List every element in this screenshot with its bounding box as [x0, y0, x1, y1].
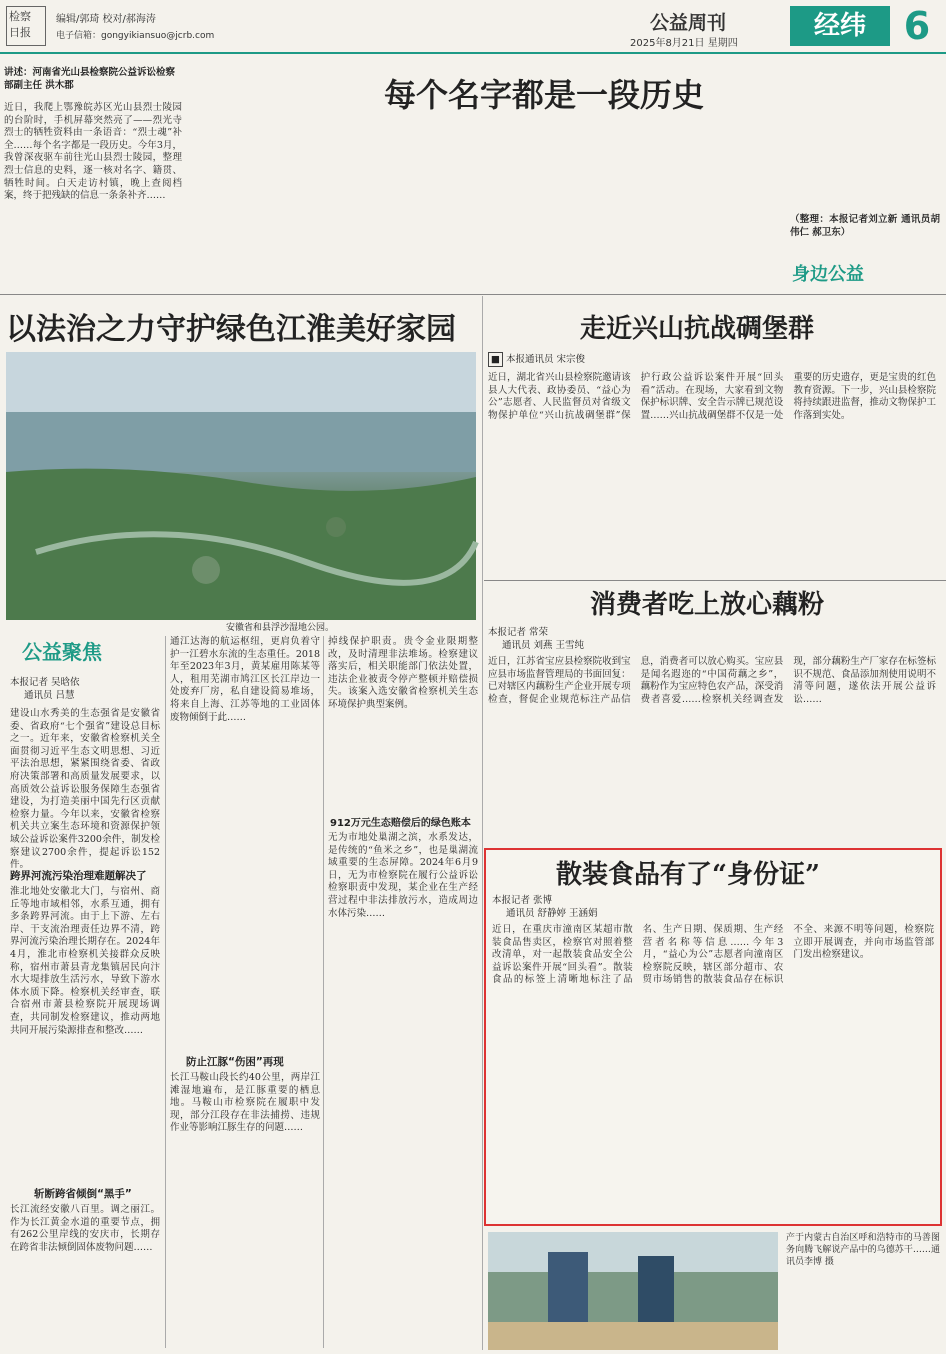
lead-story: [4, 64, 942, 292]
column-2-subhead: 防止江豚“伤困”再现: [186, 1056, 284, 1068]
byline-badge: ■: [488, 352, 503, 367]
feature-left-byline-2: 通讯员 吕慧: [24, 690, 75, 701]
feature-bulk-byline-1: 本报记者 张博: [492, 895, 553, 906]
feature-right-byline: [488, 352, 648, 367]
email-line: 电子信箱：gongyikiansuo@jcrb.com: [56, 31, 215, 41]
feature-left-subhead-2: 斩断跨省倾倒“黑手”: [34, 1188, 132, 1200]
column-3-subhead: 912万元生态赔偿后的绿色账本: [330, 818, 471, 829]
feature-lotus-byline-2: 通讯员 刘燕 王雪纯: [502, 640, 585, 651]
feature-left-photo-caption: 安徽省和县浮沙湿地公园。: [225, 623, 334, 633]
lead-speaker-label: 讲述：河南省光山县检察院公益诉讼检察部副主任 洪木郡: [4, 67, 176, 91]
feature-lotus-byline: [488, 626, 638, 652]
body-link-label[interactable]: 身边公益: [792, 264, 864, 285]
feature-bulk-photo-caption: 产于内蒙古自治区呼和浩特市的马善图务向腾飞解说产品中的乌德苏干……通讯员李博 摄: [786, 1233, 940, 1267]
feature-lotus-byline-1: 本报记者 常荣: [488, 627, 549, 638]
feature-bulk-byline-2: 通讯员 舒静婷 王涵娟: [506, 908, 598, 919]
feature-bulk-title: 散装食品有了“身份证”: [556, 860, 820, 890]
column-3-body-2: 无为市地处巢湖之滨，水系发达，是传统的“鱼米之乡”，也是巢湖流域重要的生态屏障。2024年6月9日，无为市检察院在履行公益诉讼检察职责中发现，某企业在生产经营过程中非法排放污水，造成周边水体污染……: [328, 832, 478, 919]
feature-left-byline: [10, 676, 160, 702]
feature-right-title: 走近兴山抗战碉堡群: [580, 314, 815, 344]
feature-left-body-3: 长江流经安徽八百里。调之丽江。作为长江黄金水道的重要节点，拥有262公里岸线的安庆市，长期存在跨省非法倾倒固体废物问题……: [10, 1204, 160, 1253]
feature-lotus-title: 消费者吃上放心藕粉: [590, 590, 825, 620]
issue-date: 2025年8月21日 星期四: [630, 38, 738, 49]
feature-right-byline-text: 本报通讯员 宋宗俊: [505, 354, 586, 365]
lead-source: （整理：本报记者刘立新 通讯员胡伟仁 郝卫东）: [790, 214, 940, 238]
feature-left-title: 以法治之力守护绿色江淮美好家园: [6, 312, 456, 347]
feature-bulk-byline: [492, 894, 642, 920]
feature-bulk-body: 近日，在重庆市潼南区某超市散装食品售卖区，检察官对照着整改清单，对一起散装食品安全公益诉讼案件开展“回头看”。散装食品的标签上清晰地标注了品名、生产日期、保质期、生产经营者名称等信息……今年3月，“益心为公”志愿者向潼南区检察院反映，辖区部分超市、农贸市场销售的散装食品存在标识不全、来源不明等问题，检察院立即开展调查，并向市场监管部门发出检察建议。: [492, 924, 934, 986]
feature-left-photo: [6, 352, 476, 620]
lead-body-col2: [190, 122, 935, 214]
page-number: 6: [903, 4, 931, 48]
column-3-body: 掉线保护职责。贵令金业限期整改，及时清理非法堆场。检察建议落实后，相关职能部门依法处置，违法企业被责令停产整顿并赔偿损失。该案入选安徽省检察机关生态环境保护典型案例。: [328, 636, 478, 710]
paper-name: 公益周刊: [650, 12, 727, 34]
feature-bulk-box: [484, 848, 942, 1226]
feature-left-byline-1: 本报记者 吴晗依: [10, 677, 80, 688]
feature-left-body: 建设山水秀美的生态强省是安徽省委、省政府“七个强省”建设总目标之一。近年来，安徽省检察机关全面贯彻习近平生态文明思想、习近平法治思想，紧紧围绕省委、省政府决策部署和高质量发展要求，以高质效公益诉讼服务保障生态强省建设，为打造美丽中国先行区贡献检察力量。今年以来，安徽省检察机关共立案生态环境和资源保护领域公益诉讼案件3200余件，制发检察建议2700余件，提起诉讼152件。: [10, 708, 160, 871]
masthead: [0, 0, 946, 62]
feature-left-body-2: 淮北地处安徽北大门，与宿州、商丘等地市域相邻，水系互通，拥有多条跨界河流。由于上下游、左右岸、干支流治理责任边界不清，跨界河流污染治理长期存在。2024年4月，淮北市检察机关接群众反映称，宿州市萧县青龙集镇居民向汴水大堤排放生活污水，导致下游水体水质下降。检察机关经审查，联合宿州市萧县检察院开展现场调查，共同制发检察建议，推动两地共同开展污染源排查和整改……: [10, 886, 160, 1036]
feature-bulk-photo: [488, 1232, 778, 1350]
column-2-body-2: 长江马鞍山段长约40公里，两岸江滩湿地遍布，是江豚重要的栖息地。马鞍山市检察院在履职中发现，部分江段存在非法捕捞、违规作业等影响江豚生存的问题……: [170, 1072, 320, 1134]
lead-body: 近日，我爬上鄂豫皖苏区光山县烈士陵园的台阶时，手机屏幕突然亮了——烈光寺烈士的牺牲资料由一条语音：“烈士魂”补全……每个名字都是一段历史。今年3月，我曾深夜驱车前往光山县烈士陵园，整理烈士信息的史料，逐一核对名字、籍贯、牺牲时间。白天走访村镇，晚上查阅档案，终于把残缺的信息一条条补齐……: [4, 102, 182, 202]
feature-lotus-body: 近日，江苏省宝应县检察院收到宝应县市场监督管理局的书面回复：已对辖区内藕粉生产企业开展专项检查，督促企业规范标注产品信息，消费者可以放心购买。宝应县是闻名遐迩的“中国荷藕之乡”，藕粉作为宝应特色农产品，深受消费者喜爱……检察机关经调查发现，部分藕粉生产厂家存在标签标识不规范、食品添加剂使用说明不清等问题，遂依法开展公益诉讼……: [488, 656, 936, 705]
feature-left-section-label: 公益聚焦: [22, 640, 102, 664]
column-logo: 检察 日报: [6, 6, 46, 46]
feature-left-subhead-1: 跨界河流污染治理难题解决了: [10, 870, 147, 882]
column-2-body: 通江达海的航运枢纽，更肩负着守护一江碧水东流的生态重任。2018年至2023年3月，黄某雇用陈某等人，租用芜湖市鸠江区长江岸边一处废弃厂房，私自建设简易堆场，将来自上海、江苏等地的工业固体废物倾倒于此……: [170, 636, 320, 723]
feature-right-body: 近日，湖北省兴山县检察院邀请该县人大代表、政协委员、“益心为公”志愿者、人民监督员对省级文物保护单位“兴山抗战碉堡群”保护行政公益诉讼案件开展“回头看”活动。在现场，大家看到文物保护标识牌、安全告示牌已规范设置……兴山抗战碉堡群不仅是一处重要的历史遗存，更是宝贵的红色教育资源。下一步，兴山县检察院将持续跟进监督，推动文物保护工作落到实处。: [488, 372, 936, 421]
lead-title: 每个名字都是一段历史: [384, 76, 705, 114]
editors-line: 编辑/郭琦 校对/郝海涛: [56, 14, 156, 25]
section-tag: 经纬: [790, 6, 890, 46]
